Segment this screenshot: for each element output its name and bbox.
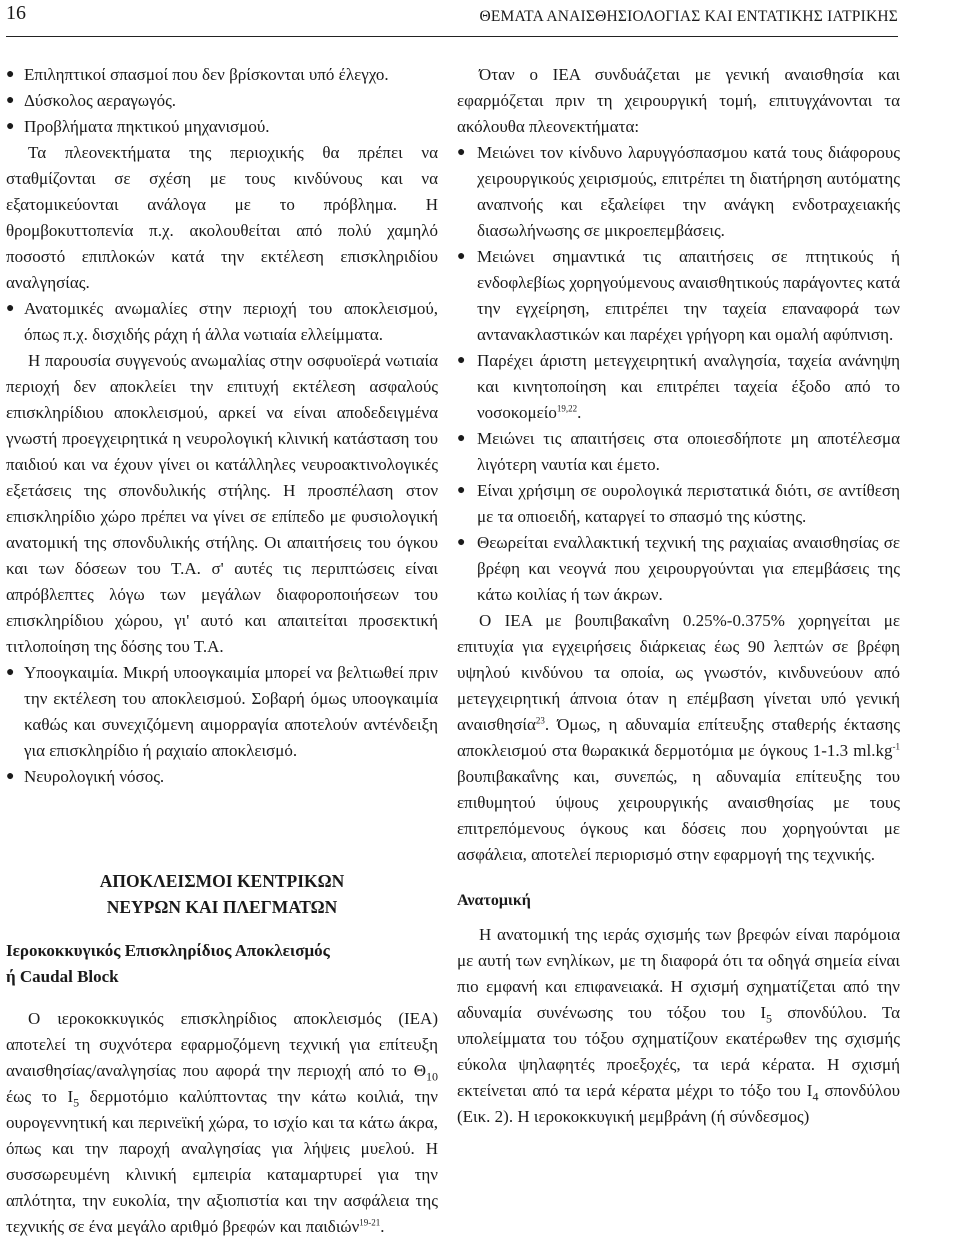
left-column	[6, 62, 438, 1240]
subscript: 5	[765, 1011, 772, 1026]
contraindication-list-bottom	[6, 660, 438, 790]
reference-superscript: 19-21	[359, 1217, 381, 1228]
bullet-icon: ●	[457, 431, 466, 446]
list-item: ● Προβλήματα πηκτικού μηχανισμού.	[6, 114, 438, 140]
list-item: ● Μειώνει τις απαιτήσεις στα οποιεσδήποτε μη αποτέλεσμα λιγότερη ναυτία και έμετο.	[457, 426, 900, 478]
subscript: 4	[812, 1089, 819, 1104]
section-title: ΑΠΟΚΛΕΙΣΜΟΙ ΚΕΝΤΡΙΚΩΝ ΝΕΥΡΩΝ ΚΑΙ ΠΛΕΓΜΑΤΩΝ	[99, 871, 345, 917]
bullet-icon: ●	[6, 119, 15, 134]
bullet-icon: ●	[457, 483, 466, 498]
bullet-icon: ●	[457, 535, 466, 550]
list-item: ● Μειώνει τον κίνδυνο λαρυγγόσπασμου κατά τους διάφορους χειρουργικούς χειρισμούς, επιτρέπει τη διατήρηση αυτόματης αναπνοής και εξαλείφει την ανάγκη ενδοτραχειακής διασωλήνωσης σε μικροεπεμβάσεις.	[457, 140, 900, 244]
subscript: 5	[73, 1095, 80, 1110]
bullet-icon: ●	[457, 353, 466, 368]
bullet-icon: ●	[6, 769, 15, 784]
subscript: 10	[426, 1069, 438, 1084]
subsection-title: Ιεροκοκκυγικός Επισκληρίδιος Αποκλεισμός ή Caudal Block	[6, 941, 330, 986]
list-item: ● Επιληπτικοί σπασμοί που δεν βρίσκονται υπό έλεγχο.	[6, 62, 438, 88]
paragraph: Η παρουσία συγγενούς ανωμαλίας στην οσφυοϊερά νωτιαία περιοχή δεν αποκλείει την επιτυχή εκτέλεση ασφαλούς επισκληρίδιου αποκλεισμού, αρκεί να είναι αποδεδειγμένα γνωστή προεγχειρητικά η νευρολογική κλινική κατάσταση του παιδιού και να έχουν γίνει οι κατάλληλες νευροακτινολογικές εξετάσεις της σπονδυλικής στήλης. Η προσπέλαση στον επισκληρίδιο χώρο πρέπει να γίνει σε επίπεδο με φυσιολογική ανατομική της σπονδυλικής στήλης. Οι απαιτήσεις του όγκου και των δόσεων του Τ.Α. σ' αυτές τις περιπτώσεις είναι απρόβλεπτες λόγω των μεγάλων διαφοροποιήσεων του επισκληρίδιου χώρου, γι' αυτό και απαιτείται προσεκτική τιτλοποίηση της δόσης του Τ.Α.	[6, 351, 438, 656]
paragraph: Η ανατομική της ιεράς σχισμής των βρεφών είναι παρόμοια με αυτή των ενηλίκων, με τη διαφορά ότι τα οδηγά σημεία είναι πιο εμφανή και επιφανειακά. Η σχισμή σχηματίζεται από την αδυναμία συνένωσης του τόξου του $I_5$ σπονδύλου. Τα υπολείμματα του τόξου σχηματίζουν εκατέρωθεν της σχισμής εύκολα ψηλαφητές προεξοχές, τα ιερά κέρατα. Η σχισμή εκτείνεται από τα ιερά κέρατα μέχρι το τόξο του $I_4$ σπονδύλου (Εικ. 2). Η ιεροκοκκυγική μεμβράνη (ή σύνδεσμος)	[457, 925, 900, 1126]
paragraph: Ο ΙΕΑ με βουπιβακαΐνη 0.25%-0.375% χορηγείται με επιτυχία για εγχειρήσεις διάρκειας έως 90 λεπτών σε βρέφη υψηλού κινδύνου τα οποία, ως γνωστόν, κινδυνεύουν από μετεγχειρητική άπνοια όταν η επέμβαση γίνεται υπό γενική αναισθησία$^{23}$. Όμως, η αδυναμία επίτευξης σταθερής έκτασης αποκλεισμού στα θωρακικά δερμοτόμια με όγκους 1-1.3 $ml.kg^{-1}$ βουπιβακαΐνης και, συνεπώς, η αδυναμία επίτευξης του επιθυμητού ύψους χειρουργικής αναισθησίας με τους επιτρεπόμενους όγκους και δόσεις που χορηγούνται με ασφάλεια, αποτελεί περιορισμό στην εφαρμογή της τεχνικής.	[457, 611, 900, 864]
running-title: ΘΕΜΑΤΑ ΑΝΑΙΣΘΗΣΙΟΛΟΓΙΑΣ ΚΑΙ ΕΝΤΑΤΙΚΗΣ ΙΑΤΡΙΚΗΣ	[479, 8, 898, 25]
page-number: 16	[6, 2, 26, 24]
bullet-icon: ●	[6, 93, 15, 108]
paragraph: Όταν ο ΙΕΑ συνδυάζεται με γενική αναισθησία και εφαρμόζεται πριν τη χειρουργική τομή, επιτυγχάνονται τα ακόλουθα πλεονεκτήματα:	[457, 65, 900, 136]
list-item: ● Θεωρείται εναλλακτική τεχνική της ραχιαίας αναισθησίας σε βρέφη και νεογνά που χειρουργούνται για επεμβάσεις της κάτω κοιλίας ή των άκρων.	[457, 530, 900, 608]
list-item: ● Νευρολογική νόσος.	[6, 764, 438, 790]
list-item: ● Δύσκολος αεραγωγός.	[6, 88, 438, 114]
reference-superscript: 19,22	[556, 403, 578, 414]
list-item: ● Μειώνει σημαντικά τις απαιτήσεις σε πτητικούς ή ενδοφλεβίως χορηγούμενους αναισθητικούς παράγοντες κατά την εγχείρηση, επιτρέπει την ταχεία επαναφορά των αντανακλαστικών και παρέχει γρήγορη και ομαλή αφύπνιση.	[457, 244, 900, 348]
unit-superscript: -1	[892, 741, 900, 752]
bullet-icon: ●	[6, 665, 15, 680]
paragraph: Ο ιεροκοκκυγικός επισκληρίδιος αποκλεισμός (ΙΕΑ) αποτελεί τη συχνότερα εφαρμοζόμενη τεχνική για επίτευξη αναισθησίας/αναλγησίας που αφορά την περιοχή από το $\Theta_{10}$ έως το $I_5$ δερμοτόμιο καλύπτοντας την κάτω κοιλιά, την ουρογεννητική και περινεϊκή χώρα, το ισχίο και τα κάτω άκρα, όπως και την παροχή αναλγησίας για λήψεις μυελού. Η συσσωρευμένη κλινική εμπειρία καταμαρτυρεί για την απλότητα, την ευκολία, την αξιοπιστία και την ασφάλεια της τεχνικής σε ένα μεγάλο αριθμό βρεφών και παιδιών$^{19-21}$.	[6, 1009, 438, 1236]
list-item: ● Υποογκαιμία. Μικρή υποογκαιμία μπορεί να βελτιωθεί πριν την εκτέλεση του αποκλεισμού. Σοβαρή όμως υποογκαιμία καθώς και συνεχιζόμενη αιμορραγία αποτελούν αντένδειξη για επισκληρίδιο ή ραχιαίο αποκλεισμό.	[6, 660, 438, 764]
bullet-icon: ●	[457, 145, 466, 160]
list-item: ● Ανατομικές ανωμαλίες στην περιοχή του αποκλεισμού, όπως π.χ. δισχιδής ράχη ή άλλα νωτιαία ελλείμματα.	[6, 296, 438, 348]
contraindication-list	[6, 296, 438, 348]
contraindication-list-top	[6, 62, 438, 140]
reference-superscript: 23	[535, 715, 545, 726]
advantages-list	[457, 140, 900, 608]
paragraph: Τα πλεονεκτήματα της περιοχικής θα πρέπει να σταθμίζονται σε σχέση με τους κινδύνους και να εξατομικεύονται ανάλογα με το πρόβλημα. Η θρομβοκυττοπενία π.χ. ακολουθείται από πολύ χαμηλό ποσοστό επιπλοκών κατά την εκτέλεση επισκληριδίου αναλγησίας.	[6, 143, 438, 292]
right-column	[457, 62, 900, 1130]
list-item: ● Είναι χρήσιμη σε ουρολογικά περιστατικά διότι, σε αντίθεση με τα οπιοειδή, καταργεί το σπασμό της κύστης.	[457, 478, 900, 530]
list-item: ● Παρέχει άριστη μετεγχειρητική αναλγησία, ταχεία ανάνηψη και κινητοποίηση και επιτρέπει ταχεία έξοδο από το νοσοκομείο$^{19,22}$.	[457, 348, 900, 426]
section-heading-anatomy: Ανατομική	[457, 892, 531, 909]
bullet-icon: ●	[457, 249, 466, 264]
bullet-icon: ●	[6, 67, 15, 82]
bullet-icon: ●	[6, 301, 15, 316]
page-header	[6, 0, 898, 37]
